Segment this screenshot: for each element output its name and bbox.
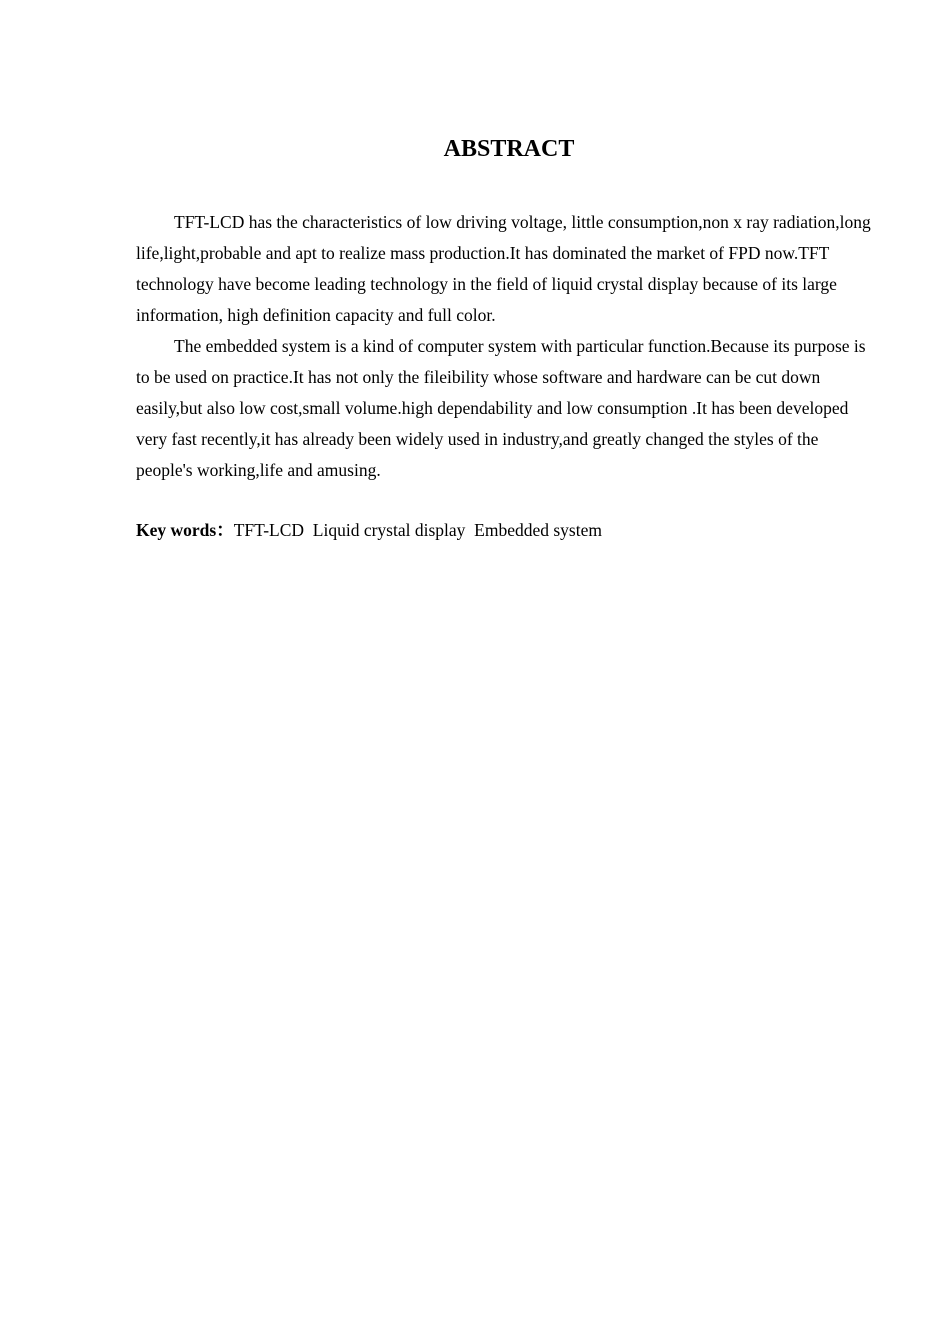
abstract-body — [136, 207, 874, 486]
abstract-paragraph: TFT-LCD has the characteristics of low driving voltage, little consumption,non x ray radiation,long life,light,probable and apt to realize mass production.It has dominated the market of FPD now.TFT technology have become leading technology in the field of liquid crystal display because of its large information, high definition capacity and full color. — [136, 212, 871, 325]
keywords-label: Key words： — [136, 520, 234, 540]
abstract-title: ABSTRACT — [443, 136, 575, 162]
abstract-paragraph: The embedded system is a kind of computer system with particular function.Because its purpose is to be used on practice.It has not only the fileibility whose software and hardware can be cut down easily,but also low cost,small volume.high dependability and low consumption .It has been developed very fast recently,it has already been widely used in industry,and greatly changed the styles of the people's working,life and amusing. — [136, 336, 866, 480]
keywords-line — [136, 515, 602, 546]
keywords-values: TFT-LCD Liquid crystal display Embedded system — [233, 520, 602, 540]
